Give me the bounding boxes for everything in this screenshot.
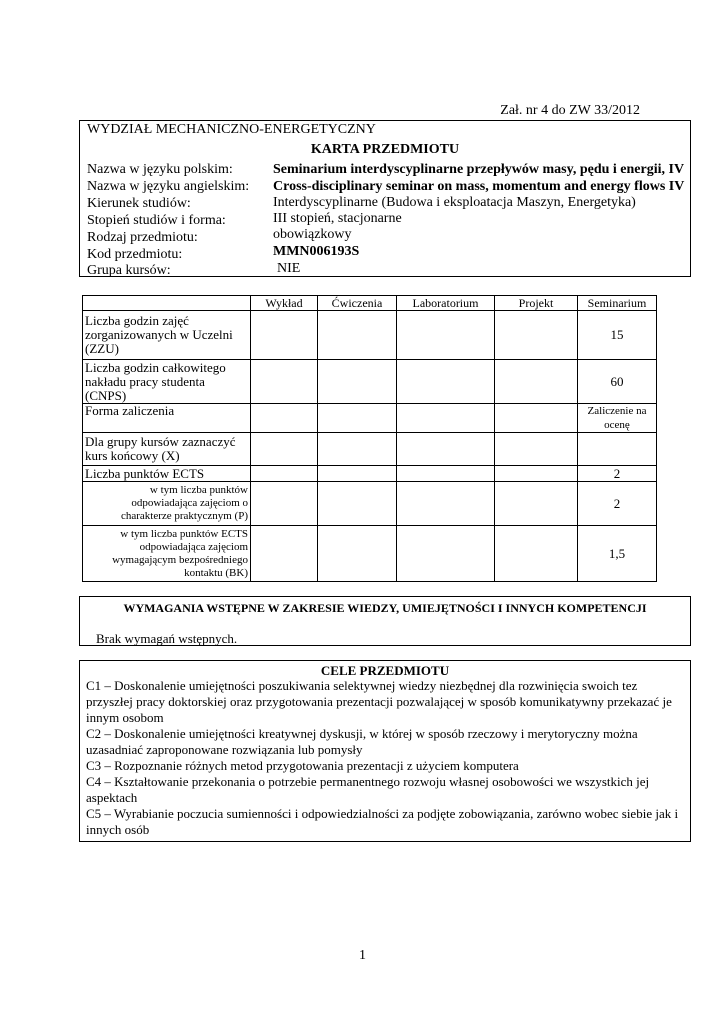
card-title: KARTA PRZEDMIOTU <box>310 142 460 157</box>
table-cell <box>318 360 397 404</box>
row-label-cnps: Liczba godzin całkowitego nakładu pracy studenta (CNPS) <box>83 360 251 404</box>
table-row <box>83 360 657 404</box>
table-row <box>83 482 657 526</box>
table-cell <box>251 311 318 360</box>
table-cell <box>397 404 495 433</box>
table-cell <box>397 360 495 404</box>
table-cell <box>397 466 495 482</box>
value-course-code: MMN006193S <box>273 244 360 259</box>
row-label-final-course: Dla grupy kursów zaznaczyć kurs końcowy (X) <box>83 433 251 466</box>
header-exercises: Ćwiczenia <box>318 296 397 311</box>
table-row <box>83 433 657 466</box>
label-course-group: Grupa kursów: <box>87 263 171 278</box>
table-cell <box>495 433 578 466</box>
table-cell <box>397 482 495 526</box>
table-cell <box>495 466 578 482</box>
seminar-value-final-course <box>578 433 657 466</box>
table-cell <box>318 404 397 433</box>
course-goals-title: CELE PRZEDMIOTU <box>320 663 450 678</box>
hours-table <box>82 295 657 582</box>
table-row <box>83 466 657 482</box>
header-seminar: Seminarium <box>578 296 657 311</box>
course-goal-item: C3 – Rozpoznanie różnych metod przygotowania prezentacji z użyciem komputera <box>86 758 519 773</box>
value-english-name: Cross-disciplinary seminar on mass, momentum and energy flows IV <box>273 179 685 194</box>
table-cell <box>318 482 397 526</box>
table-cell <box>318 466 397 482</box>
seminar-value-assessment: Zaliczenie na ocenę <box>578 404 657 433</box>
value-polish-name: Seminarium interdyscyplinarne przepływów masy, pędu i energii, IV <box>273 162 685 177</box>
table-cell <box>318 311 397 360</box>
course-goal-item: C5 – Wyrabianie poczucia sumienności i odpowiedzialności za podjęte zobowiązania, zarówno wobec siebie jak i innych osób <box>86 806 679 837</box>
value-field-of-study: Interdyscyplinarne (Budowa i eksploatacja Maszyn, Energetyka) <box>273 195 636 210</box>
row-label-ects: Liczba punktów ECTS <box>83 466 251 482</box>
table-cell <box>251 526 318 582</box>
label-degree-form: Stopień studiów i forma: <box>87 213 226 228</box>
row-label-direct-contact: w tym liczba punktów ECTS odpowiadająca zajęciom wymagającym bezpośredniego kontaktu (BK) <box>83 526 251 582</box>
page-number: 1 <box>359 948 366 963</box>
table-cell <box>251 466 318 482</box>
table-cell <box>397 433 495 466</box>
course-goals-list <box>86 678 682 838</box>
table-cell <box>397 526 495 582</box>
row-label-zzu: Liczba godzin zajęć zorganizowanych w Uczelni (ZZU) <box>83 311 251 360</box>
label-course-code: Kod przedmiotu: <box>87 247 183 262</box>
course-goal-item: C4 – Kształtowanie przekonania o potrzebie permanentnego rozwoju własnej osobowości we wszystkich jej aspektach <box>86 774 650 805</box>
attachment-reference: Zał. nr 4 do ZW 33/2012 <box>500 103 640 118</box>
header-empty-cell <box>83 296 251 311</box>
table-row <box>83 404 657 433</box>
value-degree-form: III stopień, stacjonarne <box>273 211 402 226</box>
course-goal-item: C1 – Doskonalenie umiejętności poszukiwania selektywnej wiedzy niezbędnej dla rozwinięcia swoich tez przyszłej pracy doktorskiej oraz przygotowania prezentacji pozwalającej w sposób komunikatywny przekazać je innym osobom <box>86 678 672 725</box>
prerequisites-title: WYMAGANIA WSTĘPNE W ZAKRESIE WIEDZY, UMIEJĘTNOŚCI I INNYCH KOMPETENCJI <box>123 601 647 615</box>
header-project: Projekt <box>495 296 578 311</box>
row-label-practical: w tym liczba punktów odpowiadająca zajęciom o charakterze praktycznym (P) <box>83 482 251 526</box>
course-goal-item: C2 – Doskonalenie umiejętności kreatywnej dyskusji, w której w sposób rzeczowy i merytoryczny można uzasadniać zaproponowane rozwiązania lub pomysły <box>86 726 638 757</box>
table-cell <box>251 433 318 466</box>
table-cell <box>318 433 397 466</box>
header-lecture: Wykład <box>251 296 318 311</box>
value-course-group: NIE <box>277 261 301 276</box>
seminar-value-cnps: 60 <box>578 360 657 404</box>
table-row <box>83 526 657 582</box>
label-english-name: Nazwa w języku angielskim: <box>87 179 250 194</box>
table-cell <box>495 526 578 582</box>
table-cell <box>251 482 318 526</box>
label-field-of-study: Kierunek studiów: <box>87 196 191 211</box>
table-cell <box>495 360 578 404</box>
prerequisites-text: Brak wymagań wstępnych. <box>96 631 238 646</box>
table-cell <box>495 311 578 360</box>
prerequisites-box <box>79 596 691 646</box>
table-cell <box>397 311 495 360</box>
table-cell <box>251 404 318 433</box>
course-card-box <box>79 120 691 277</box>
label-polish-name: Nazwa w języku polskim: <box>87 162 233 177</box>
course-goals-box <box>79 660 691 842</box>
value-course-type: obowiązkowy <box>273 227 352 242</box>
table-cell <box>495 404 578 433</box>
table-header-row <box>83 296 657 311</box>
table-cell <box>495 482 578 526</box>
seminar-value-direct-contact: 1,5 <box>578 526 657 582</box>
row-label-assessment: Forma zaliczenia <box>83 404 251 433</box>
table-cell <box>251 360 318 404</box>
faculty-name: WYDZIAŁ MECHANICZNO-ENERGETYCZNY <box>87 122 376 137</box>
seminar-value-zzu: 15 <box>578 311 657 360</box>
table-cell <box>318 526 397 582</box>
seminar-value-practical: 2 <box>578 482 657 526</box>
table-row <box>83 311 657 360</box>
header-laboratory: Laboratorium <box>397 296 495 311</box>
label-course-type: Rodzaj przedmiotu: <box>87 230 198 245</box>
seminar-value-ects: 2 <box>578 466 657 482</box>
